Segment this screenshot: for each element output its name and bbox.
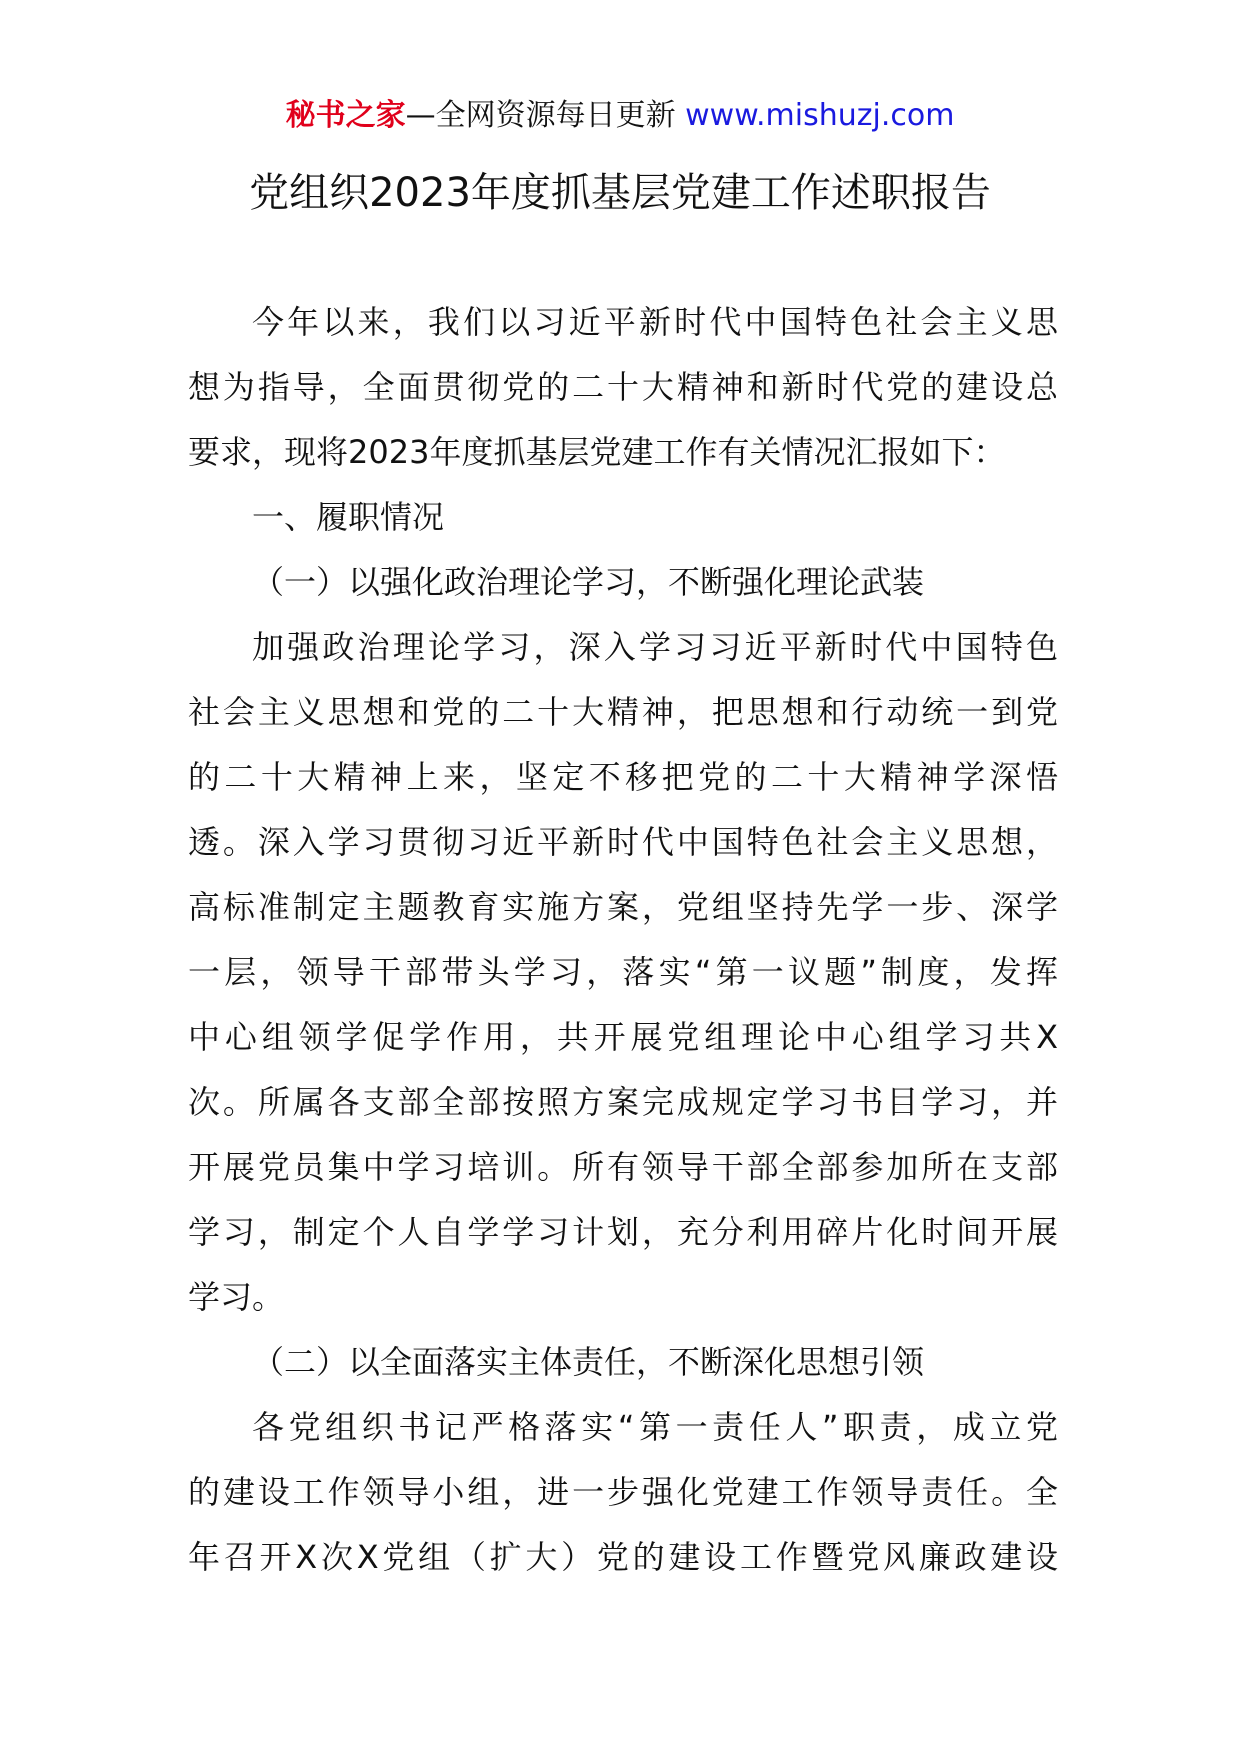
body-line: 社会主义思想和党的二十大精神，把思想和行动统一到党 <box>188 693 1058 731</box>
body-line: 一层，领导干部带头学习，落实“第一议题”制度，发挥 <box>188 953 1058 991</box>
document-body <box>188 290 1058 1590</box>
site-url-link[interactable]: www.mishuzj.com <box>685 98 955 133</box>
site-tagline: —全网资源每日更新 <box>405 98 686 133</box>
body-line: 学习，制定个人自学学习计划，充分利用碎片化时间开展 <box>188 1213 1058 1251</box>
body-line: 年召开X次X党组（扩大）党的建设工作暨党风廉政建设 <box>188 1538 1058 1576</box>
body-line: 的建设工作领导小组，进一步强化党建工作领导责任。全 <box>188 1473 1058 1511</box>
body-line: 各党组织书记严格落实“第一责任人”职责，成立党 <box>252 1408 1058 1446</box>
document-title: 党组织2023年度抓基层党建工作述职报告 <box>249 170 991 216</box>
body-line: 要求，现将2023年度抓基层党建工作有关情况汇报如下： <box>188 433 1006 471</box>
site-brand: 秘书之家 <box>285 98 406 133</box>
body-line: 想为指导，全面贯彻党的二十大精神和新时代党的建设总 <box>188 368 1058 406</box>
body-line: 开展党员集中学习培训。所有领导干部全部参加所在支部 <box>188 1148 1058 1186</box>
body-line: 的二十大精神上来，坚定不移把党的二十大精神学深悟 <box>188 758 1058 796</box>
body-line: 透。深入学习贯彻习近平新时代中国特色社会主义思想， <box>188 823 1058 861</box>
section-heading: 一、履职情况 <box>252 498 445 536</box>
body-line: 学习。 <box>188 1278 285 1316</box>
body-line: 次。所属各支部全部按照方案完成规定学习书目学习，并 <box>188 1083 1058 1121</box>
body-line: 加强政治理论学习，深入学习习近平新时代中国特色 <box>252 628 1058 666</box>
subsection-heading: （二）以全面落实主体责任，不断深化思想引领 <box>252 1343 925 1381</box>
body-line: 高标准制定主题教育实施方案，党组坚持先学一步、深学 <box>188 888 1058 926</box>
body-line: 中心组领学促学作用，共开展党组理论中心组学习共X <box>188 1018 1058 1056</box>
body-line: 今年以来，我们以习近平新时代中国特色社会主义思 <box>252 303 1058 341</box>
site-banner <box>0 96 1240 136</box>
subsection-heading: （一）以强化政治理论学习，不断强化理论武装 <box>252 563 925 601</box>
